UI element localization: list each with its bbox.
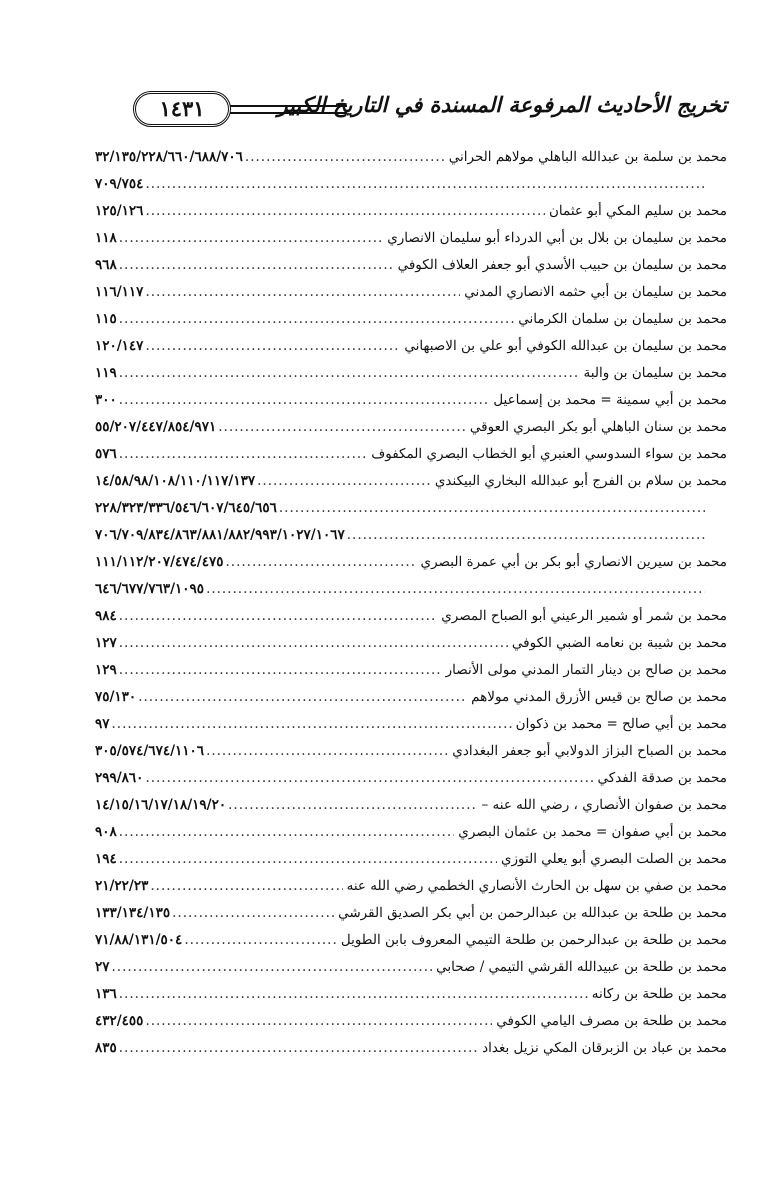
- entry-pages: ١٢٥/١٢٦: [95, 202, 144, 219]
- entry-name: محمد بن طلحة بن عبيدالله القرشي التيمي / صحابي: [436, 958, 727, 975]
- entry-pages: ٩٠٨: [95, 823, 117, 840]
- entry-pages: ١١٩: [95, 364, 117, 381]
- header-divider: [223, 105, 347, 114]
- entry-pages: ١٢٩: [95, 661, 117, 678]
- entry-name: محمد بن سلام بن الفرج أبو عبدالله البخاري البيكندي: [434, 472, 727, 489]
- index-entry: [95, 521, 727, 548]
- entry-pages: ٧٥/١٣٠: [95, 688, 137, 705]
- leader-dots: [145, 770, 593, 786]
- entry-name: محمد بن سليمان بن سلمان الكرماني: [518, 310, 727, 327]
- entry-pages: ٩٨٤: [95, 607, 117, 624]
- index-entry: [95, 818, 727, 845]
- entry-pages: ٤٣٢/٤٥٥: [95, 1012, 144, 1029]
- leader-dots: [172, 905, 334, 921]
- leader-dots: [226, 554, 417, 570]
- entry-pages: ٥٥/٢٠٧/٤٤٧/٨٥٤/٩٧١: [95, 418, 217, 435]
- index-entry: [95, 710, 727, 737]
- leader-dots: [119, 446, 367, 462]
- index-entry: [95, 467, 727, 494]
- entry-pages: ١٢٧: [95, 634, 117, 651]
- entry-name: محمد بن شيبة بن نعامه الضبي الكوفي: [511, 634, 727, 651]
- entry-name: محمد بن أبي صفوان = محمد بن عثمان البصري: [458, 823, 727, 840]
- entry-name: محمد بن أبي صالح = محمد بن ذكوان: [515, 715, 727, 732]
- entry-pages: ٢١/٢٢/٢٣: [95, 877, 149, 894]
- entry-name: محمد بن صدقة الفدكي: [597, 769, 727, 786]
- index-entry: [95, 224, 727, 251]
- entry-pages: ٣٠٥/٥٧٤/٦٧٤/١١٠٦: [95, 742, 205, 759]
- index-entry: [95, 845, 727, 872]
- index-entry: [95, 1007, 727, 1034]
- entry-pages: ١٢٠/١٤٧: [95, 337, 144, 354]
- entry-pages: ٢٩٩/٨٦٠: [95, 769, 144, 786]
- entry-pages: ٩٧: [95, 715, 110, 732]
- index-entry: [95, 602, 727, 629]
- entry-name: محمد بن طلحة بن ركانه: [591, 985, 727, 1002]
- index-entry: [95, 170, 727, 197]
- entry-name: محمد بن سلمة بن عبدالله الباهلي مولاهم الحراني: [448, 148, 727, 165]
- book-title: تخريج الأحاديث المرفوعة المسندة في التاريخ الكبير: [277, 92, 727, 117]
- entry-pages: ٧١/٨٨/١٣١/٥٠٤: [95, 931, 183, 948]
- index-entry: [95, 494, 727, 521]
- leader-dots: [138, 689, 467, 705]
- index-entry: [95, 413, 727, 440]
- index-entry: [95, 386, 727, 413]
- leader-dots: [119, 635, 508, 651]
- leader-dots: [119, 257, 394, 273]
- entry-name: محمد بن الصلت البصري أبو يعلي التوزي: [500, 850, 727, 867]
- entry-name: محمد بن سليمان بن حبيب الأسدي أبو جعفر العلاف الكوفي: [397, 256, 727, 273]
- leader-dots: [145, 338, 400, 354]
- index-entry: [95, 683, 727, 710]
- entry-pages: ١١٨: [95, 229, 117, 246]
- entry-pages: ١٣٣/١٣٤/١٣٥: [95, 904, 171, 921]
- index-entry: [95, 197, 727, 224]
- leader-dots: [257, 473, 431, 489]
- leader-dots: [119, 824, 455, 840]
- entry-name: محمد بن سليم المكي أبو عثمان: [549, 202, 727, 219]
- leader-dots: [119, 662, 442, 678]
- leader-dots: [206, 581, 705, 597]
- entry-name: محمد بن صالح بن دينار التمار المدني مولى الأنصار: [445, 661, 727, 678]
- index-entry: [95, 656, 727, 683]
- index-entry: [95, 872, 727, 899]
- index-entry: [95, 764, 727, 791]
- leader-dots: [119, 230, 383, 246]
- index-entry: [95, 332, 727, 359]
- entry-pages: ١١٦/١١٧: [95, 283, 144, 300]
- entry-name: محمد بن طلحة بن عبدالرحمن بن طلحة التيمي المعروف بابن الطويل: [340, 931, 727, 948]
- leader-dots: [145, 176, 705, 192]
- index-entry: [95, 791, 727, 818]
- leader-dots: [112, 716, 512, 732]
- entry-pages: ١١١/١١٢/٢٠٧/٤٧٤/٤٧٥: [95, 553, 224, 570]
- index-entry: [95, 953, 727, 980]
- page-number: ١٤٣١: [133, 91, 231, 127]
- entry-name: محمد بن سليمان بن والبة: [583, 364, 727, 381]
- leader-dots: [206, 743, 448, 759]
- index-entry: [95, 440, 727, 467]
- entry-pages: ١٤/١٥/١٦/١٧/١٨/١٩/٢٠: [95, 796, 227, 813]
- leader-dots: [145, 1013, 492, 1029]
- index-entry: [95, 278, 727, 305]
- entry-pages: ١١٥: [95, 310, 117, 327]
- index-entries: [95, 143, 727, 1061]
- entry-pages: ٣٢/١٣٥/٢٢٨/٦٦٠/٦٨٨/٧٠٦: [95, 148, 243, 165]
- entry-pages: ٣٠٠: [95, 391, 117, 408]
- entry-name: محمد بن سواء السدوسي العنبري أبو الخطاب البصري المكفوف: [371, 445, 727, 462]
- leader-dots: [119, 392, 490, 408]
- leader-dots: [119, 311, 514, 327]
- leader-dots: [112, 959, 433, 975]
- entry-pages: ١٤/٥٨/٩٨/١٠٨/١١٠/١١٧/١٣٧: [95, 472, 256, 489]
- entry-name: محمد بن عباد بن الزبرقان المكي نزيل بغداد: [482, 1039, 727, 1056]
- leader-dots: [245, 149, 445, 165]
- entry-name: محمد بن طلحة بن مصرف اليامي الكوفي: [496, 1012, 727, 1029]
- index-entry: [95, 359, 727, 386]
- entry-pages: ٥٧٦: [95, 445, 117, 462]
- entry-pages: ٦٤٦/٦٧٧/٧٦٣/١٠٩٥: [95, 580, 205, 597]
- leader-dots: [119, 608, 437, 624]
- index-entry: [95, 899, 727, 926]
- entry-pages: ٧٠٩/٧٥٤: [95, 175, 144, 192]
- entry-name: محمد بن طلحة بن عبدالله بن عبدالرحمن بن أبي بكر الصديق القرشي: [338, 904, 727, 921]
- index-entry: [95, 575, 727, 602]
- entry-pages: ١٣٦: [95, 985, 117, 1002]
- index-entry: [95, 980, 727, 1007]
- entry-name: محمد بن سليمان بن عبدالله الكوفي أبو علي بن الاصبهاني: [404, 337, 727, 354]
- leader-dots: [145, 203, 545, 219]
- entry-name: محمد بن سليمان بن أبي حثمه الانصاري المدني: [464, 283, 727, 300]
- leader-dots: [145, 284, 460, 300]
- leader-dots: [119, 1040, 478, 1056]
- leader-dots: [347, 527, 705, 543]
- index-entry: [95, 305, 727, 332]
- index-entry: [95, 1034, 727, 1061]
- entry-name: محمد بن صفي بن سهل بن الحارث الأنصاري الخطمي رضي الله عنه: [346, 877, 727, 894]
- entry-pages: ١٩٤: [95, 850, 117, 867]
- page-header: [95, 88, 727, 130]
- index-entry: [95, 926, 727, 953]
- leader-dots: [279, 500, 705, 516]
- entry-name: محمد بن أبي سمينة = محمد بن إسماعيل: [493, 391, 727, 408]
- leader-dots: [184, 932, 337, 948]
- leader-dots: [119, 365, 580, 381]
- index-entry: [95, 143, 727, 170]
- leader-dots: [150, 878, 342, 894]
- entry-name: محمد بن سنان الباهلي أبو بكر البصري العوقي: [469, 418, 727, 435]
- leader-dots: [228, 797, 477, 813]
- entry-pages: ٢٧: [95, 958, 110, 975]
- entry-pages: ٧٠٦/٧٠٩/٨٣٤/٨٦٣/٨٨١/٨٨٢/٩٩٣/١٠٢٧/١٠٦٧: [95, 526, 345, 543]
- entry-name: محمد بن صفوان الأنصاري ، رضي الله عنه –: [481, 796, 727, 813]
- entry-name: محمد بن صالح بن قيس الأزرق المدني مولاهم: [471, 688, 727, 705]
- index-entry: [95, 737, 727, 764]
- index-entry: [95, 629, 727, 656]
- leader-dots: [119, 986, 588, 1002]
- entry-pages: ٨٣٥: [95, 1039, 117, 1056]
- entry-name: محمد بن سيرين الانصاري أبو بكر بن أبي عمرة البصري: [420, 553, 727, 570]
- entry-pages: ٢٢٨/٣٢٣/٣٣٦/٥٤٦/٦٠٧/٦٤٥/٦٥٦: [95, 499, 277, 516]
- entry-name: محمد بن سليمان بن بلال بن أبي الدرداء أبو سليمان الانصاري: [387, 229, 727, 246]
- leader-dots: [218, 419, 466, 435]
- entry-name: محمد بن شمر أو شمير الرعيني أبو الصباح المصري: [441, 607, 727, 624]
- entry-pages: ٩٦٨: [95, 256, 117, 273]
- index-entry: [95, 251, 727, 278]
- leader-dots: [119, 851, 497, 867]
- entry-name: محمد بن الصباح البزاز الدولابي أبو جعفر البغدادي: [452, 742, 727, 759]
- index-entry: [95, 548, 727, 575]
